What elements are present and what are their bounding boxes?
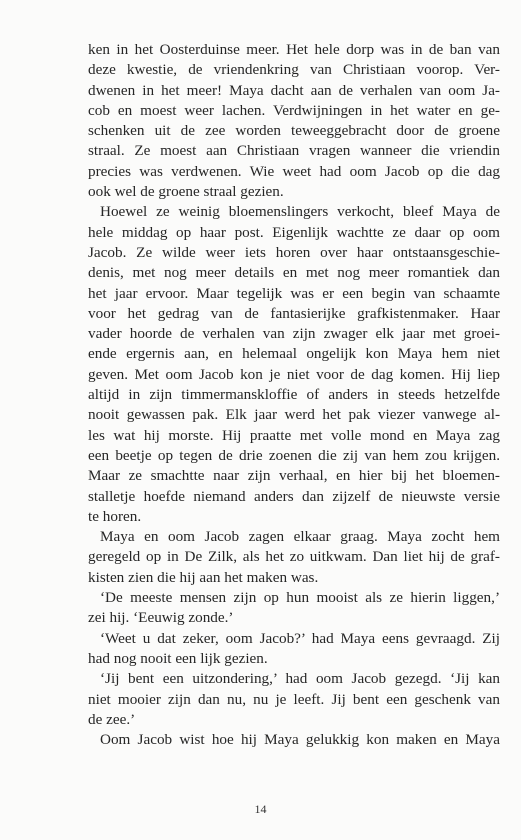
text-line: zei hij. ‘Eeuwig zonde.’ <box>88 609 234 627</box>
text-line: stalletje hoefde niemand anders dan zijzelf de nieuwste versie <box>88 487 500 505</box>
text-line: Oom Jacob wist hoe hij Maya gelukkig kon maken en Maya <box>100 731 500 749</box>
text-line: cob en moest weer lachen. Verdwijningen in het water en ge- <box>88 101 500 119</box>
text-line: ‘De meeste mensen zijn op hun mooist als ze hierin liggen,’ <box>100 589 500 607</box>
page-number: 14 <box>254 802 267 816</box>
text-line: Hoewel ze weinig bloemenslingers verkocht, bleef Maya de <box>100 203 500 221</box>
text-line: straal. Ze moest aan Christiaan vragen wanneer die vriendin <box>88 142 500 160</box>
text-line: deze kwestie, de vriendenkring van Christiaan voorop. Ver- <box>88 61 500 79</box>
text-line: het jaar ervoor. Maar tegelijk was er een begin van schaamte <box>88 284 500 302</box>
body-text <box>88 40 500 750</box>
text-line: schenken uit de zee worden teweeggebracht door de groene <box>88 122 500 140</box>
text-line: ken in het Oosterduinse meer. Het hele dorp was in de ban van <box>88 41 500 58</box>
text-line: een beetje op tegen de drie zoenen die zij van hem zou krijgen. <box>88 446 500 464</box>
text-line: altijd in zijn timmermanskloffie of anders in steeds hetzelfde <box>88 386 500 404</box>
text-line: ‘Weet u dat zeker, oom Jacob?’ had Maya eens gevraagd. Zij <box>100 629 500 647</box>
text-line: had nog nooit een lijk gezien. <box>88 649 268 667</box>
text-line: geven. Met oom Jacob kon je niet voor de dag komen. Hij liep <box>88 365 500 383</box>
text-line: precies was verdwenen. Wie weet had oom Jacob op die dag <box>88 162 500 180</box>
text-line: dwenen in het meer! Maya dacht aan de verhalen van oom Ja- <box>88 81 500 99</box>
text-line: geregeld op in De Zilk, als het zo uitkwam. Dan liet hij de graf- <box>88 548 500 566</box>
text-line: te horen. <box>88 507 142 525</box>
text-line: niet mooier zijn dan nu, nu je leeft. Jij bent een geschenk van <box>88 690 500 708</box>
text-line: Jacob. Ze wilde weer iets horen over haar ontstaansgeschie- <box>88 243 500 261</box>
text-line: denis, met nog meer details en met nog meer romantiek dan <box>88 264 500 282</box>
text-line: voor het gedrag van de fantasierijke grafkistenmaker. Haar <box>88 304 500 322</box>
text-line: hele middag op haar post. Eigenlijk wachtte ze daar op oom <box>88 223 500 241</box>
text-line: Maya en oom Jacob zagen elkaar graag. Maya zocht hem <box>100 528 500 546</box>
text-line: ook wel de groene straal gezien. <box>88 183 284 201</box>
text-line: Maar ze smachtte naar zijn verhaal, en hier bij het bloemen- <box>88 467 500 485</box>
text-line: les wat hij morste. Hij praatte met volle mond en Maya zag <box>88 426 500 444</box>
text-line: de zee.’ <box>88 710 136 728</box>
text-line: kisten zien die hij aan het maken was. <box>88 568 319 586</box>
text-line: vader hoorde de verhalen van zijn zwager elk jaar met groei- <box>88 325 500 343</box>
text-line: ‘Jij bent een uitzondering,’ had oom Jacob gezegd. ‘Jij kan <box>100 670 500 688</box>
text-line: ende ergernis aan, en helemaal ongelijk kon Maya hem niet <box>88 345 500 363</box>
text-line: nooit gewassen pak. Elk jaar werd het pak viezer vanwege al- <box>88 406 500 424</box>
